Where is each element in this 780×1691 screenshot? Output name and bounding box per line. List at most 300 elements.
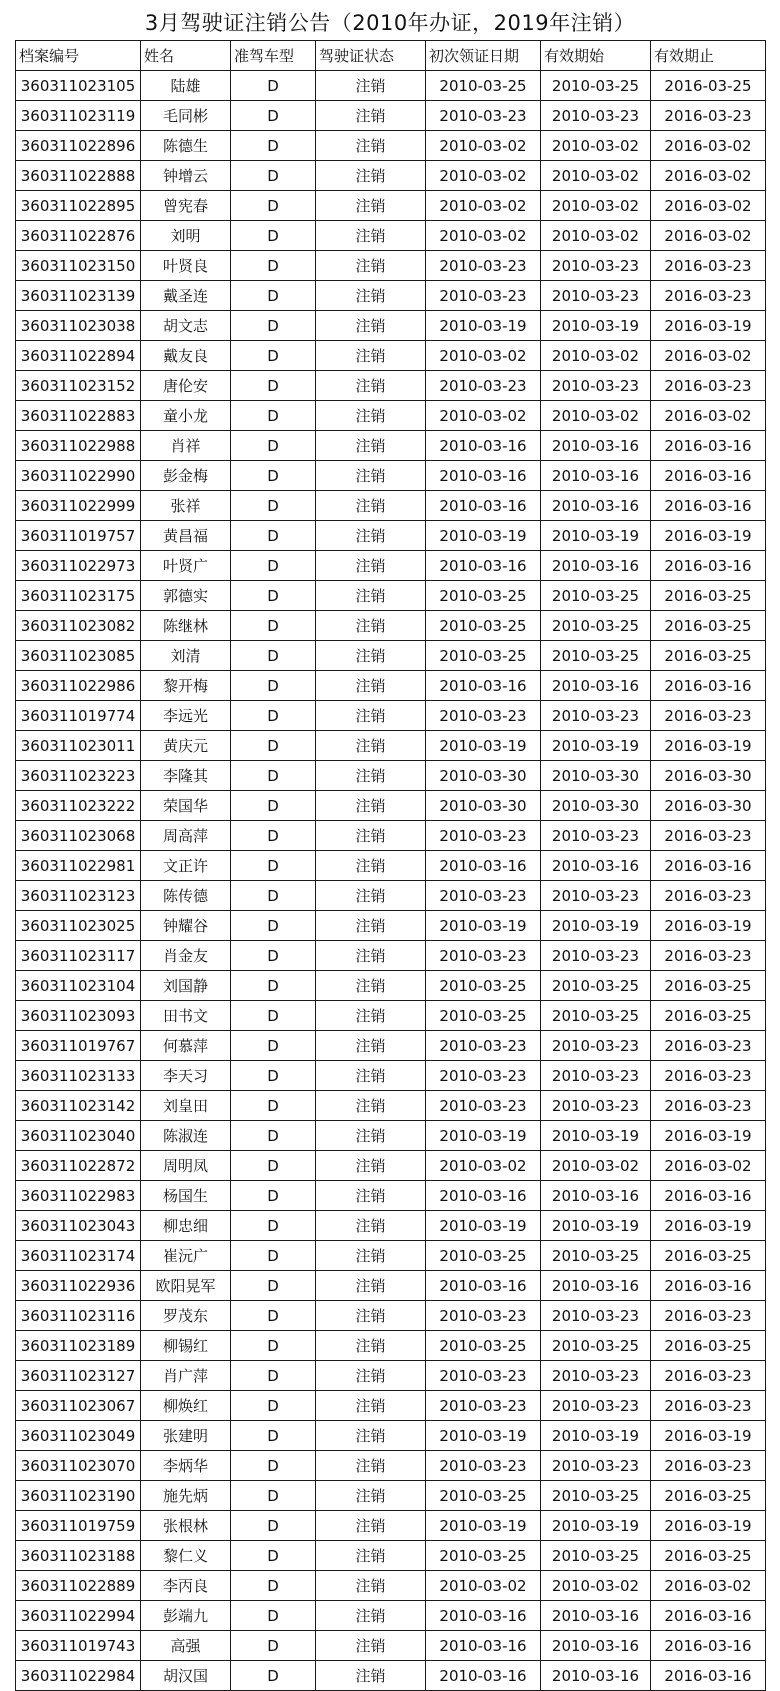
valid-from-cell: 2010-03-25 (541, 71, 651, 101)
table-row (16, 1331, 766, 1361)
header-first-issue-date: 初次领证日期 (426, 41, 541, 71)
vehicle-class-cell: D (231, 701, 316, 731)
table-row (16, 611, 766, 641)
file-number-cell: 360311019774 (16, 701, 141, 731)
vehicle-class-cell: D (231, 671, 316, 701)
valid-until-cell: 2016-03-16 (651, 551, 766, 581)
name-cell: 李天习 (141, 1061, 231, 1091)
table-row (16, 1511, 766, 1541)
file-number-cell: 360311022883 (16, 401, 141, 431)
valid-until-cell: 2016-03-02 (651, 341, 766, 371)
table-row (16, 671, 766, 701)
table-row (16, 1061, 766, 1091)
name-cell: 郭德实 (141, 581, 231, 611)
valid-until-cell: 2016-03-16 (651, 1181, 766, 1211)
valid-until-cell: 2016-03-25 (651, 1241, 766, 1271)
vehicle-class-cell: D (231, 941, 316, 971)
first-issue-date-cell: 2010-03-16 (426, 851, 541, 881)
file-number-cell: 360311022994 (16, 1601, 141, 1631)
valid-from-cell: 2010-03-25 (541, 971, 651, 1001)
first-issue-date-cell: 2010-03-02 (426, 221, 541, 251)
valid-until-cell: 2016-03-23 (651, 1091, 766, 1121)
vehicle-class-cell: D (231, 971, 316, 1001)
table-row (16, 791, 766, 821)
valid-from-cell: 2010-03-16 (541, 1661, 651, 1691)
first-issue-date-cell: 2010-03-23 (426, 701, 541, 731)
file-number-cell: 360311022983 (16, 1181, 141, 1211)
file-number-cell: 360311023085 (16, 641, 141, 671)
valid-from-cell: 2010-03-16 (541, 851, 651, 881)
license-status-cell: 注销 (316, 1091, 426, 1121)
name-cell: 周高萍 (141, 821, 231, 851)
vehicle-class-cell: D (231, 1151, 316, 1181)
name-cell: 毛同彬 (141, 101, 231, 131)
table-body (16, 71, 766, 1691)
vehicle-class-cell: D (231, 1631, 316, 1661)
name-cell: 陈继林 (141, 611, 231, 641)
file-number-cell: 360311023117 (16, 941, 141, 971)
valid-until-cell: 2016-03-23 (651, 371, 766, 401)
valid-until-cell: 2016-03-25 (651, 1331, 766, 1361)
table-row (16, 1091, 766, 1121)
vehicle-class-cell: D (231, 851, 316, 881)
table-row (16, 71, 766, 101)
name-cell: 曾宪春 (141, 191, 231, 221)
vehicle-class-cell: D (231, 1001, 316, 1031)
license-status-cell: 注销 (316, 701, 426, 731)
name-cell: 欧阳晃军 (141, 1271, 231, 1301)
name-cell: 陆雄 (141, 71, 231, 101)
table-row (16, 491, 766, 521)
license-status-cell: 注销 (316, 1211, 426, 1241)
vehicle-class-cell: D (231, 1451, 316, 1481)
license-status-cell: 注销 (316, 1331, 426, 1361)
table-row (16, 821, 766, 851)
first-issue-date-cell: 2010-03-23 (426, 281, 541, 311)
file-number-cell: 360311023189 (16, 1331, 141, 1361)
valid-until-cell: 2016-03-30 (651, 791, 766, 821)
valid-from-cell: 2010-03-23 (541, 821, 651, 851)
license-status-cell: 注销 (316, 101, 426, 131)
vehicle-class-cell: D (231, 161, 316, 191)
license-status-cell: 注销 (316, 1301, 426, 1331)
first-issue-date-cell: 2010-03-16 (426, 1631, 541, 1661)
file-number-cell: 360311022895 (16, 191, 141, 221)
vehicle-class-cell: D (231, 1331, 316, 1361)
license-status-cell: 注销 (316, 761, 426, 791)
name-cell: 黎仁义 (141, 1541, 231, 1571)
name-cell: 肖祥 (141, 431, 231, 461)
license-status-cell: 注销 (316, 1421, 426, 1451)
license-status-cell: 注销 (316, 941, 426, 971)
table-row (16, 911, 766, 941)
table-row (16, 971, 766, 1001)
valid-from-cell: 2010-03-23 (541, 101, 651, 131)
file-number-cell: 360311022888 (16, 161, 141, 191)
valid-from-cell: 2010-03-16 (541, 551, 651, 581)
name-cell: 叶贤良 (141, 251, 231, 281)
license-cancellation-table (15, 40, 766, 1691)
vehicle-class-cell: D (231, 341, 316, 371)
valid-from-cell: 2010-03-16 (541, 491, 651, 521)
vehicle-class-cell: D (231, 1091, 316, 1121)
license-status-cell: 注销 (316, 1001, 426, 1031)
vehicle-class-cell: D (231, 761, 316, 791)
name-cell: 文正许 (141, 851, 231, 881)
name-cell: 荣国华 (141, 791, 231, 821)
name-cell: 何慕萍 (141, 1031, 231, 1061)
license-status-cell: 注销 (316, 821, 426, 851)
valid-until-cell: 2016-03-23 (651, 881, 766, 911)
license-status-cell: 注销 (316, 731, 426, 761)
valid-from-cell: 2010-03-23 (541, 281, 651, 311)
vehicle-class-cell: D (231, 491, 316, 521)
name-cell: 陈德生 (141, 131, 231, 161)
vehicle-class-cell: D (231, 131, 316, 161)
table-row (16, 251, 766, 281)
license-status-cell: 注销 (316, 971, 426, 1001)
table-row (16, 701, 766, 731)
table-row (16, 851, 766, 881)
vehicle-class-cell: D (231, 431, 316, 461)
license-status-cell: 注销 (316, 71, 426, 101)
name-cell: 刘皇田 (141, 1091, 231, 1121)
valid-from-cell: 2010-03-02 (541, 191, 651, 221)
file-number-cell: 360311023127 (16, 1361, 141, 1391)
first-issue-date-cell: 2010-03-16 (426, 491, 541, 521)
valid-until-cell: 2016-03-23 (651, 941, 766, 971)
valid-from-cell: 2010-03-02 (541, 401, 651, 431)
name-cell: 李远光 (141, 701, 231, 731)
first-issue-date-cell: 2010-03-16 (426, 431, 541, 461)
first-issue-date-cell: 2010-03-30 (426, 791, 541, 821)
license-status-cell: 注销 (316, 1511, 426, 1541)
first-issue-date-cell: 2010-03-23 (426, 371, 541, 401)
first-issue-date-cell: 2010-03-16 (426, 551, 541, 581)
header-name: 姓名 (141, 41, 231, 71)
file-number-cell: 360311022973 (16, 551, 141, 581)
first-issue-date-cell: 2010-03-02 (426, 401, 541, 431)
first-issue-date-cell: 2010-03-23 (426, 1391, 541, 1421)
valid-from-cell: 2010-03-19 (541, 1421, 651, 1451)
valid-until-cell: 2016-03-19 (651, 1421, 766, 1451)
valid-from-cell: 2010-03-23 (541, 701, 651, 731)
valid-until-cell: 2016-03-16 (651, 461, 766, 491)
file-number-cell: 360311023223 (16, 761, 141, 791)
valid-from-cell: 2010-03-02 (541, 221, 651, 251)
valid-from-cell: 2010-03-25 (541, 1541, 651, 1571)
vehicle-class-cell: D (231, 1211, 316, 1241)
vehicle-class-cell: D (231, 1121, 316, 1151)
license-status-cell: 注销 (316, 911, 426, 941)
vehicle-class-cell: D (231, 731, 316, 761)
license-status-cell: 注销 (316, 1481, 426, 1511)
valid-from-cell: 2010-03-23 (541, 1301, 651, 1331)
valid-from-cell: 2010-03-30 (541, 791, 651, 821)
license-status-cell: 注销 (316, 671, 426, 701)
table-row (16, 101, 766, 131)
table-row (16, 1031, 766, 1061)
name-cell: 胡汉国 (141, 1661, 231, 1691)
vehicle-class-cell: D (231, 611, 316, 641)
first-issue-date-cell: 2010-03-19 (426, 1421, 541, 1451)
valid-from-cell: 2010-03-23 (541, 881, 651, 911)
table-row (16, 1211, 766, 1241)
file-number-cell: 360311023222 (16, 791, 141, 821)
valid-from-cell: 2010-03-19 (541, 521, 651, 551)
name-cell: 施先炳 (141, 1481, 231, 1511)
first-issue-date-cell: 2010-03-19 (426, 521, 541, 551)
first-issue-date-cell: 2010-03-25 (426, 971, 541, 1001)
name-cell: 田书文 (141, 1001, 231, 1031)
first-issue-date-cell: 2010-03-23 (426, 1091, 541, 1121)
file-number-cell: 360311023011 (16, 731, 141, 761)
name-cell: 杨国生 (141, 1181, 231, 1211)
valid-until-cell: 2016-03-19 (651, 911, 766, 941)
table-row (16, 1181, 766, 1211)
file-number-cell: 360311022984 (16, 1661, 141, 1691)
valid-from-cell: 2010-03-19 (541, 1511, 651, 1541)
first-issue-date-cell: 2010-03-30 (426, 761, 541, 791)
first-issue-date-cell: 2010-03-23 (426, 1031, 541, 1061)
table-row (16, 1241, 766, 1271)
name-cell: 李隆其 (141, 761, 231, 791)
first-issue-date-cell: 2010-03-25 (426, 1001, 541, 1031)
valid-from-cell: 2010-03-19 (541, 731, 651, 761)
name-cell: 李丙良 (141, 1571, 231, 1601)
valid-until-cell: 2016-03-23 (651, 821, 766, 851)
valid-from-cell: 2010-03-16 (541, 1181, 651, 1211)
table-row (16, 281, 766, 311)
file-number-cell: 360311023123 (16, 881, 141, 911)
table-row (16, 161, 766, 191)
license-status-cell: 注销 (316, 191, 426, 221)
first-issue-date-cell: 2010-03-19 (426, 731, 541, 761)
table-row (16, 1631, 766, 1661)
name-cell: 肖金友 (141, 941, 231, 971)
name-cell: 崔沅广 (141, 1241, 231, 1271)
file-number-cell: 360311022981 (16, 851, 141, 881)
valid-from-cell: 2010-03-23 (541, 1091, 651, 1121)
file-number-cell: 360311023025 (16, 911, 141, 941)
vehicle-class-cell: D (231, 1661, 316, 1691)
license-status-cell: 注销 (316, 1391, 426, 1421)
valid-until-cell: 2016-03-16 (651, 851, 766, 881)
valid-from-cell: 2010-03-16 (541, 671, 651, 701)
first-issue-date-cell: 2010-03-02 (426, 191, 541, 221)
license-status-cell: 注销 (316, 341, 426, 371)
file-number-cell: 360311023152 (16, 371, 141, 401)
name-cell: 张建明 (141, 1421, 231, 1451)
first-issue-date-cell: 2010-03-23 (426, 101, 541, 131)
table-row (16, 1661, 766, 1691)
valid-from-cell: 2010-03-23 (541, 1391, 651, 1421)
license-status-cell: 注销 (316, 641, 426, 671)
valid-from-cell: 2010-03-30 (541, 761, 651, 791)
valid-from-cell: 2010-03-25 (541, 1331, 651, 1361)
valid-from-cell: 2010-03-25 (541, 1481, 651, 1511)
file-number-cell: 360311023105 (16, 71, 141, 101)
table-row (16, 401, 766, 431)
file-number-cell: 360311019767 (16, 1031, 141, 1061)
valid-until-cell: 2016-03-02 (651, 401, 766, 431)
first-issue-date-cell: 2010-03-02 (426, 161, 541, 191)
valid-from-cell: 2010-03-23 (541, 1061, 651, 1091)
vehicle-class-cell: D (231, 1061, 316, 1091)
name-cell: 罗茂东 (141, 1301, 231, 1331)
name-cell: 刘国静 (141, 971, 231, 1001)
valid-from-cell: 2010-03-25 (541, 581, 651, 611)
first-issue-date-cell: 2010-03-19 (426, 311, 541, 341)
name-cell: 彭端九 (141, 1601, 231, 1631)
valid-from-cell: 2010-03-23 (541, 251, 651, 281)
valid-until-cell: 2016-03-25 (651, 971, 766, 1001)
vehicle-class-cell: D (231, 311, 316, 341)
valid-from-cell: 2010-03-23 (541, 371, 651, 401)
valid-until-cell: 2016-03-25 (651, 611, 766, 641)
license-status-cell: 注销 (316, 1601, 426, 1631)
first-issue-date-cell: 2010-03-16 (426, 1661, 541, 1691)
table-row (16, 311, 766, 341)
license-status-cell: 注销 (316, 1571, 426, 1601)
file-number-cell: 360311023043 (16, 1211, 141, 1241)
vehicle-class-cell: D (231, 1541, 316, 1571)
name-cell: 黎开梅 (141, 671, 231, 701)
valid-until-cell: 2016-03-25 (651, 1541, 766, 1571)
valid-until-cell: 2016-03-02 (651, 221, 766, 251)
first-issue-date-cell: 2010-03-23 (426, 251, 541, 281)
valid-until-cell: 2016-03-23 (651, 251, 766, 281)
table-row (16, 1301, 766, 1331)
valid-from-cell: 2010-03-02 (541, 161, 651, 191)
valid-until-cell: 2016-03-23 (651, 1031, 766, 1061)
name-cell: 柳忠细 (141, 1211, 231, 1241)
valid-until-cell: 2016-03-19 (651, 1121, 766, 1151)
name-cell: 柳锡红 (141, 1331, 231, 1361)
file-number-cell: 360311023067 (16, 1391, 141, 1421)
license-status-cell: 注销 (316, 281, 426, 311)
file-number-cell: 360311022872 (16, 1151, 141, 1181)
vehicle-class-cell: D (231, 641, 316, 671)
table-row (16, 221, 766, 251)
name-cell: 钟耀谷 (141, 911, 231, 941)
name-cell: 黄昌福 (141, 521, 231, 551)
file-number-cell: 360311023119 (16, 101, 141, 131)
file-number-cell: 360311019757 (16, 521, 141, 551)
table-row (16, 731, 766, 761)
first-issue-date-cell: 2010-03-02 (426, 1571, 541, 1601)
vehicle-class-cell: D (231, 401, 316, 431)
first-issue-date-cell: 2010-03-02 (426, 1151, 541, 1181)
name-cell: 陈淑连 (141, 1121, 231, 1151)
table-row (16, 1541, 766, 1571)
file-number-cell: 360311022894 (16, 341, 141, 371)
file-number-cell: 360311022936 (16, 1271, 141, 1301)
table-row (16, 1571, 766, 1601)
license-status-cell: 注销 (316, 491, 426, 521)
name-cell: 刘明 (141, 221, 231, 251)
license-status-cell: 注销 (316, 221, 426, 251)
license-status-cell: 注销 (316, 1271, 426, 1301)
file-number-cell: 360311023038 (16, 311, 141, 341)
file-number-cell: 360311019759 (16, 1511, 141, 1541)
license-status-cell: 注销 (316, 521, 426, 551)
table-row (16, 1481, 766, 1511)
valid-from-cell: 2010-03-16 (541, 461, 651, 491)
file-number-cell: 360311023133 (16, 1061, 141, 1091)
file-number-cell: 360311023082 (16, 611, 141, 641)
valid-until-cell: 2016-03-23 (651, 1061, 766, 1091)
valid-until-cell: 2016-03-19 (651, 1511, 766, 1541)
license-status-cell: 注销 (316, 311, 426, 341)
first-issue-date-cell: 2010-03-19 (426, 1211, 541, 1241)
vehicle-class-cell: D (231, 551, 316, 581)
first-issue-date-cell: 2010-03-02 (426, 341, 541, 371)
vehicle-class-cell: D (231, 1181, 316, 1211)
name-cell: 陈传德 (141, 881, 231, 911)
vehicle-class-cell: D (231, 101, 316, 131)
license-status-cell: 注销 (316, 1031, 426, 1061)
file-number-cell: 360311023190 (16, 1481, 141, 1511)
valid-from-cell: 2010-03-25 (541, 1241, 651, 1271)
valid-from-cell: 2010-03-19 (541, 311, 651, 341)
file-number-cell: 360311023068 (16, 821, 141, 851)
vehicle-class-cell: D (231, 1391, 316, 1421)
file-number-cell: 360311023070 (16, 1451, 141, 1481)
first-issue-date-cell: 2010-03-23 (426, 881, 541, 911)
valid-from-cell: 2010-03-25 (541, 1001, 651, 1031)
vehicle-class-cell: D (231, 71, 316, 101)
license-status-cell: 注销 (316, 881, 426, 911)
vehicle-class-cell: D (231, 1601, 316, 1631)
valid-until-cell: 2016-03-16 (651, 431, 766, 461)
header-valid-from: 有效期始 (541, 41, 651, 71)
valid-from-cell: 2010-03-25 (541, 611, 651, 641)
vehicle-class-cell: D (231, 821, 316, 851)
name-cell: 彭金梅 (141, 461, 231, 491)
vehicle-class-cell: D (231, 251, 316, 281)
valid-until-cell: 2016-03-30 (651, 761, 766, 791)
valid-from-cell: 2010-03-16 (541, 1631, 651, 1661)
file-number-cell: 360311023040 (16, 1121, 141, 1151)
name-cell: 刘清 (141, 641, 231, 671)
license-status-cell: 注销 (316, 611, 426, 641)
first-issue-date-cell: 2010-03-23 (426, 941, 541, 971)
name-cell: 戴圣连 (141, 281, 231, 311)
valid-until-cell: 2016-03-23 (651, 1391, 766, 1421)
file-number-cell: 360311023142 (16, 1091, 141, 1121)
file-number-cell: 360311023049 (16, 1421, 141, 1451)
table-row (16, 581, 766, 611)
valid-from-cell: 2010-03-25 (541, 641, 651, 671)
valid-until-cell: 2016-03-16 (651, 671, 766, 701)
file-number-cell: 360311022876 (16, 221, 141, 251)
valid-from-cell: 2010-03-19 (541, 911, 651, 941)
file-number-cell: 360311022986 (16, 671, 141, 701)
header-vehicle-class: 准驾车型 (231, 41, 316, 71)
license-status-cell: 注销 (316, 401, 426, 431)
valid-until-cell: 2016-03-16 (651, 1631, 766, 1661)
valid-until-cell: 2016-03-02 (651, 191, 766, 221)
page-title: 3月驾驶证注销公告（2010年办证，2019年注销） (144, 11, 636, 35)
valid-until-cell: 2016-03-23 (651, 1301, 766, 1331)
name-cell: 戴友良 (141, 341, 231, 371)
license-status-cell: 注销 (316, 461, 426, 491)
first-issue-date-cell: 2010-03-23 (426, 1301, 541, 1331)
first-issue-date-cell: 2010-03-25 (426, 641, 541, 671)
valid-from-cell: 2010-03-02 (541, 1151, 651, 1181)
license-status-cell: 注销 (316, 1661, 426, 1691)
